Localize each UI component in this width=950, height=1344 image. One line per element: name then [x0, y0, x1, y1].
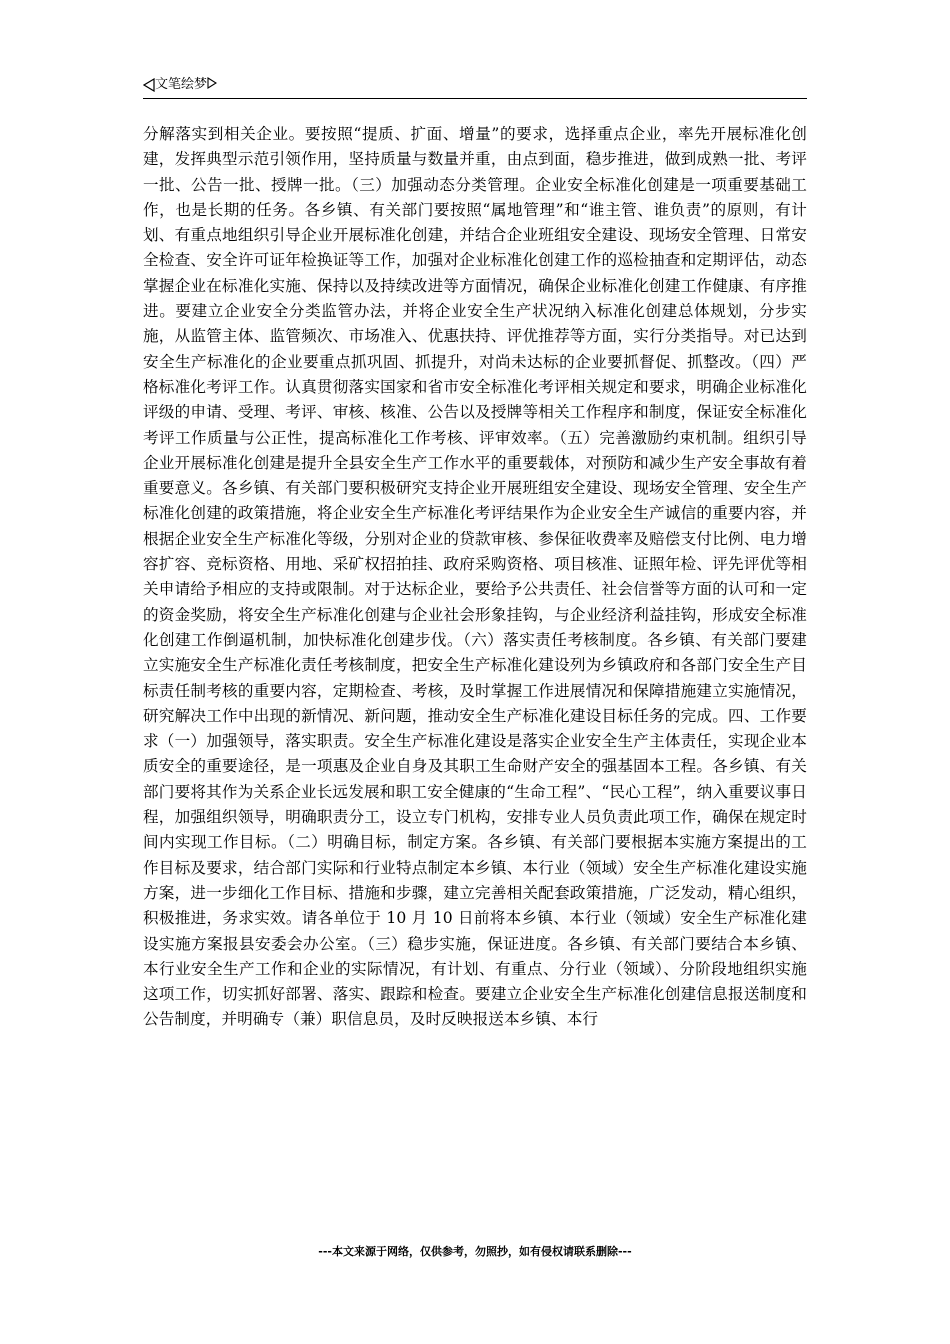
footer-disclaimer: ---本文来源于网络，仅供参考，勿照抄，如有侵权请联系删除--- — [318, 1245, 632, 1258]
page-header — [143, 74, 807, 99]
left-triangle-icon — [143, 78, 155, 92]
brand-text: 文笔绘梦 — [155, 77, 208, 92]
body-paragraph: 分解落实到相关企业。要按照“提质、扩面、增量”的要求，选择重点企业，率先开展标准化创建，发挥典型示范引领作用，坚持质量与数量并重，由点到面，稳步推进，做到成熟一批、考评一批、公告一批、授牌一批。（三）加强动态分类管理。企业安全标准化创建是一项重要基础工作，也是长期的任务。各乡镇、有关部门要按照“属地管理”和“谁主管、谁负责”的原则，有计划、有重点地组织引导企业开展标准化创建，并结合企业班组安全建设、现场安全管理、日常安全检查、安全许可证年检换证等工作，加强对企业标准化创建工作的巡检抽查和定期评估，动态掌握企业在标准化实施、保持以及持续改进等方面情况，确保企业标准化创建工作健康、有序推进。要建立企业安全分类监管办法，并将企业安全生产状况纳入标准化创建总体规划，分步实施，从监管主体、监管频次、市场准入、优惠扶持、评优推荐等方面，实行分类指导。对已达到安全生产标准化的企业要重点抓巩固、抓提升，对尚未达标的企业要抓督促、抓整改。（四）严格标准化考评工作。认真贯彻落实国家和省市安全标准化考评相关规定和要求，明确企业标准化评级的申请、受理、考评、审核、核准、公告以及授牌等相关工作程序和制度，保证安全标准化考评工作质量与公正性，提高标准化工作考核、评审效率。（五）完善激励约束机制。组织引导企业开展标准化创建是提升全县安全生产工作水平的重要载体，对预防和减少生产安全事故有着重要意义。各乡镇、有关部门要积极研究支持企业开展班组安全建设、现场安全管理、安全生产标准化创建的政策措施，将企业安全生产标准化考评结果作为企业安全生产诚信的重要内容，并根据企业安全生产标准化等级，分别对企业的贷款审核、参保征收费率及赔偿支付比例、电力增容扩容、竞标资格、用地、采矿权招拍挂、政府采购资格、项目核准、证照年检、评先评优等相关申请给予相应的支持或限制。对于达标企业，要给予公共责任、社会信誉等方面的认可和一定的资金奖励，将安全生产标准化创建与企业社会形象挂钩，与企业经济利益挂钩，形成安全标准化创建工作倒逼机制，加快标准化创建步伐。（六）落实责任考核制度。各乡镇、有关部门要建立实施安全生产标准化责任考核制度，把安全生产标准化建设列为乡镇政府和各部门安全生产目标责任制考核的重要内容，定期检查、考核，及时掌握工作进展情况和保障措施建立实施情况，研究解决工作中出现的新情况、新问题，推动安全生产标准化建设目标任务的完成。四、工作要求（一）加强领导，落实职责。安全生产标准化建设是落实企业安全生产主体责任，实现企业本质安全的重要途径，是一项惠及企业自身及其职工生命财产安全的强基固本工程。各乡镇、有关部门要将其作为关系企业长远发展和职工安全健康的“生命工程”、“民心工程”，纳入重要议事日程，加强组织领导，明确职责分工，设立专门机构，安排专业人员负责此项工作，确保在规定时间内实现工作目标。（二）明确目标，制定方案。各乡镇、有关部门要根据本实施方案提出的工作目标及要求，结合部门实际和行业特点制定本乡镇、本行业（领域）安全生产标准化建设实施方案，进一步细化工作目标、措施和步骤，建立完善相关配套政策措施，广泛发动，精心组织，积极推进，务求实效。请各单位于 10 月 10 日前将本乡镇、本行业（领域）安全生产标准化建设实施方案报县安委会办公室。（三）稳步实施，保证进度。各乡镇、有关部门要结合本乡镇、本行业安全生产工作和企业的实际情况，有计划、有重点、分行业（领域）、分阶段地组织实施这项工作，切实抓好部署、落实、跟踪和检查。要建立企业安全生产标准化创建信息报送制度和公告制度，并明确专（兼）职信息员，及时反映报送本乡镇、本行 — [143, 125, 807, 1029]
brand — [143, 76, 217, 94]
document-body — [143, 122, 807, 1222]
right-triangle-icon — [207, 77, 217, 89]
